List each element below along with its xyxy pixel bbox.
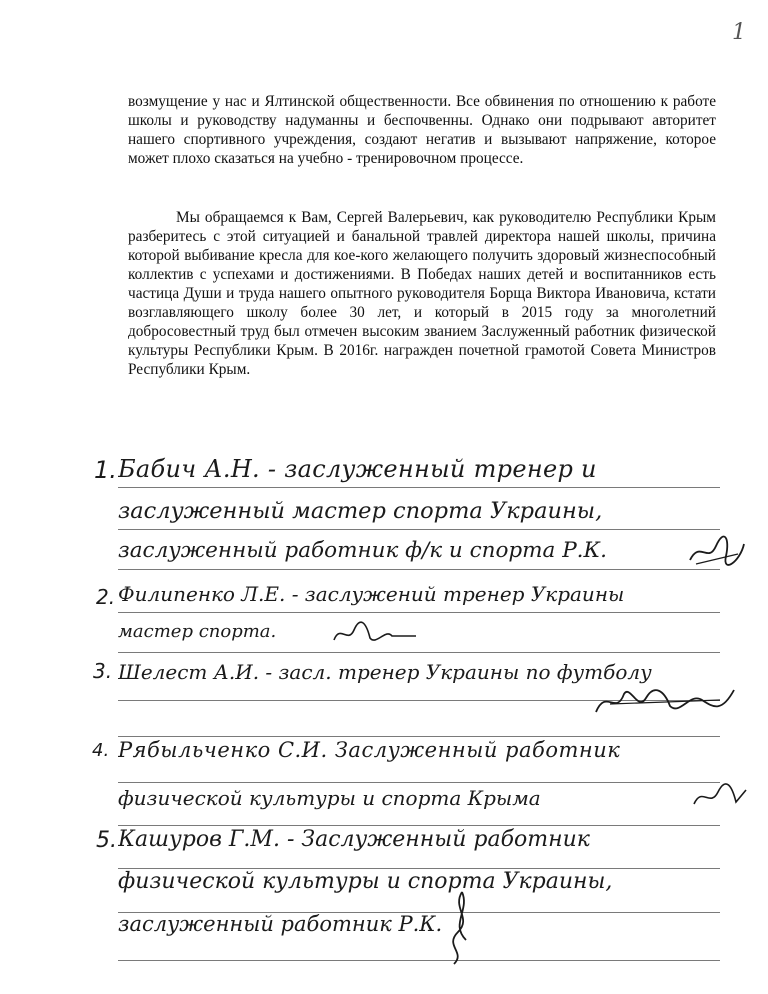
ruled-line — [118, 782, 720, 783]
signatory-3-number: 3. — [93, 659, 113, 683]
signatory-5-number: 5. — [96, 828, 117, 853]
signatory-1-line-2: заслуженный мастер спорта Украины, — [118, 498, 603, 524]
signature-5 — [432, 888, 492, 968]
signatory-4-line-2: физической культуры и спорта Крыма — [118, 786, 541, 810]
signatory-5-line-2: физической культуры и спорта Украины, — [118, 869, 613, 894]
ruled-line — [118, 569, 720, 570]
signatory-1-line-3: заслуженный работник ф/к и спорта Р.К. — [118, 538, 607, 563]
ruled-line — [118, 825, 720, 826]
page-number: 1 — [732, 20, 746, 45]
ruled-line — [118, 612, 720, 613]
signatory-2-line-2: мастер спорта. — [118, 621, 277, 642]
ruled-line — [118, 736, 720, 737]
signatory-5-line-3: заслуженный работник Р.К. — [118, 912, 443, 936]
signatory-2-line-1: Филипенко Л.Е. - заслужений тренер Украины — [118, 582, 625, 606]
letter-paragraph-1 — [128, 92, 716, 168]
signatory-4-number: 4. — [92, 740, 110, 761]
paragraph-text: возмущение у нас и Ялтинской общественности. Все обвинения по отношению к работе школы и руководству надуманны и беспочвенны. Однако они подрывают авторитет нашего спортивного учреждения, создают негатив и вызывают напряжение, которое может плохо сказаться на учебно - тренировочном процессе. — [128, 93, 716, 167]
signatory-5-line-1: Кашуров Г.М. - Заслуженный работник — [118, 827, 590, 852]
signatory-4-line-1: Рябыльченко С.И. Заслуженный работник — [118, 738, 621, 762]
signatory-3-line-1: Шелест А.И. - засл. тренер Украины по футболу — [118, 660, 652, 684]
signature-3 — [590, 682, 740, 722]
ruled-line — [118, 529, 720, 530]
signatory-2-number: 2. — [96, 585, 116, 609]
signature-1 — [686, 534, 746, 570]
signatory-1-number: 1. — [94, 456, 117, 484]
letter-paragraph-2 — [128, 208, 716, 379]
signature-2 — [330, 620, 420, 650]
paragraph-text: Мы обращаемся к Вам, Сергей Валерьевич, как руководителю Республики Крым разберитесь с этой ситуацией и банальной травлей директора нашей школы, причина которой выбивание кресла для кое-кого желающего получить здоровый жизнеспособный коллектив с успехами и достижениями. В Победах наших детей и воспитанников есть частица Души и труда нашего опытного руководителя Борща Виктора Ивановича, кстати возглавляющего школу более 30 лет, и который в 2015 году за многолетний добросовестный труд был отмечен высоким званием Заслуженный работник физической культуры Республики Крым. В 2016г. награжден почетной грамотой Совета Министров Республики Крым. — [128, 209, 716, 378]
ruled-line — [118, 652, 720, 653]
signature-4 — [690, 782, 750, 812]
signatory-1-line-1: Бабич А.Н. - заслуженный тренер и — [118, 455, 597, 483]
ruled-line — [118, 487, 720, 488]
ruled-line — [118, 960, 720, 961]
